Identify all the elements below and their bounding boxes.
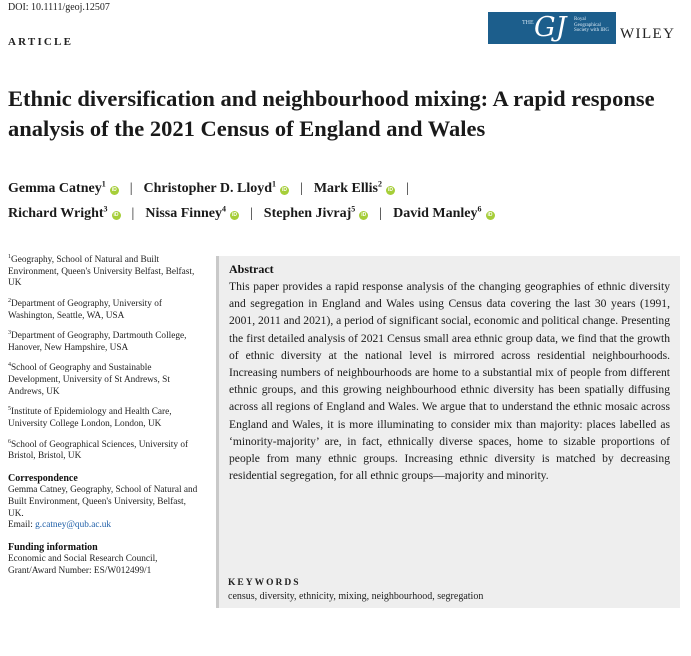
paper-title: Ethnic diversification and neighbourhood mixing: A rapid response analysis of the 2021 Census of England and Wales (8, 86, 655, 141)
author-affiliation-marker: 5 (351, 204, 356, 214)
author-affiliation-marker: 1 (272, 179, 276, 189)
affiliation-marker: 4 (8, 362, 11, 369)
correspondence-text: Gemma Catney, Geography, School of Natural and Built Environment, Queen's University, Belfast, UK. (8, 485, 198, 519)
funding-heading: Funding information (8, 541, 98, 553)
author-christopher-lloyd[interactable] (144, 181, 289, 196)
affiliation-marker: 3 (8, 330, 11, 337)
author-name: Richard Wright (8, 206, 104, 221)
author-separator: | (131, 206, 135, 221)
affiliation-marker: 2 (8, 297, 11, 304)
author-affiliation-marker: 2 (377, 179, 382, 189)
orcid-icon[interactable]: iD (387, 187, 393, 193)
abstract-heading: Abstract (229, 262, 274, 276)
author-separator: | (129, 181, 133, 196)
affiliation-text: Institute of Epidemiology and Health Care, University College London, London, UK (8, 407, 172, 429)
author-affiliation-marker: 4 (221, 204, 226, 214)
orcid-icon[interactable]: iD (361, 212, 367, 218)
affiliation-6 (8, 437, 203, 463)
abstract-box (216, 256, 680, 608)
affiliation-text: Geography, School of Natural and Built Environment, Queen's University Belfast, Belfast, UK (8, 255, 195, 289)
author-stephen-jivraj[interactable] (264, 206, 369, 221)
affiliation-text: Department of Geography, Dartmouth College, Hanover, New Hampshire, USA (8, 331, 187, 353)
orcid-icon[interactable]: iD (282, 187, 287, 193)
author-name: David Manley (393, 206, 478, 221)
author-name: Gemma Catney (8, 181, 102, 196)
author-separator: | (300, 181, 303, 196)
journal-logo-society: Royal Geographical Society with IBG (574, 17, 609, 33)
author-name: Stephen Jivraj (263, 206, 352, 221)
keywords-heading: KEYWORDS (228, 578, 301, 588)
author-richard-wright[interactable] (8, 206, 121, 221)
publisher-logo[interactable]: WILEY (620, 26, 676, 42)
orcid-icon[interactable]: iD (111, 187, 117, 193)
abstract-text: This paper provides a rapid response analysis of the changing geographies of ethnic diversity and segregation in England and Wales using Census data covering the last 30 years (1991, 2001, 2011 and 2021), a period of significant social, economic and political change. Presenting the first detailed analysis of 2021 Census small area ethnic group data, we find that the growth of ethnic diversity at the national level is mirrored across residential neighbourhoods. Increasing numbers of neighbourhoods are home to a substantial mix of people from different ethnic groups, and this growing neighbourhood ethnic diversity has been spatially diffusing across all regions of England and Wales. We argue that to understand the ethnic mosaic across England and Wales, it is more illuminating to consider mix than majority: places labelled as ‘minority-majority’ are, in fact, ethnically diverse spaces, home to sizable proportions of people from many ethnic groups. Increasing ethnic diversity is matched by decreasing residential segregation, for all ethnic groups—majority and minority. (229, 280, 670, 483)
author-separator: | (249, 206, 253, 221)
author-gemma-catney[interactable] (8, 181, 119, 196)
author-separator: | (379, 206, 383, 221)
author-separator: | (405, 181, 409, 196)
author-affiliation-marker: 3 (103, 204, 108, 214)
affiliation-2 (8, 296, 203, 322)
affiliation-3 (8, 328, 203, 354)
affiliation-5 (8, 404, 203, 430)
affiliation-marker: 1 (8, 254, 11, 260)
email-label: Email: (8, 520, 36, 531)
affiliation-4 (8, 360, 203, 398)
journal-logo-prefix: THE (522, 20, 534, 26)
orcid-icon[interactable]: iD (113, 212, 119, 218)
sidebar-metadata (8, 252, 203, 578)
correspondence-heading: Correspondence (8, 472, 78, 484)
funding-text: Economic and Social Research Council, Grant/Award Number: ES/W012499/1 (8, 554, 158, 577)
author-affiliation-marker: 6 (477, 204, 482, 214)
affiliation-text: School of Geographical Sciences, University of Bristol, Bristol, UK (8, 439, 189, 462)
article-type-label: ARTICLE (8, 36, 74, 48)
keywords-list: census, diversity, ethnicity, mixing, neighbourhood, segregation (228, 591, 484, 602)
author-mark-ellis[interactable] (314, 181, 395, 196)
orcid-icon[interactable]: iD (231, 212, 237, 218)
author-name: Nissa Finney (145, 206, 222, 221)
correspondence-email (8, 520, 203, 532)
journal-logo[interactable] (488, 12, 616, 44)
orcid-icon[interactable]: iD (487, 212, 493, 218)
doi[interactable]: DOI: 10.1111/geoj.12507 (8, 2, 110, 13)
affiliation-text: School of Geography and Sustainable Development, University of St Andrews, St Andrews, UK (8, 363, 170, 397)
author-list (8, 176, 688, 226)
author-name: Christopher D. Lloyd (143, 181, 272, 196)
author-affiliation-marker: 1 (101, 179, 106, 189)
journal-logo-initials: GJ (534, 12, 567, 43)
author-david-manley[interactable] (393, 206, 494, 221)
affiliation-marker: 6 (8, 438, 11, 445)
affiliation-text: Department of Geography, University of Washington, Seattle, WA, USA (8, 298, 162, 321)
author-name: Mark Ellis (313, 181, 378, 196)
affiliation-marker: 5 (8, 406, 11, 413)
author-nissa-finney[interactable] (145, 206, 239, 221)
email-link[interactable]: g.catney@qub.ac.uk (35, 520, 112, 531)
affiliation-1 (8, 252, 203, 290)
